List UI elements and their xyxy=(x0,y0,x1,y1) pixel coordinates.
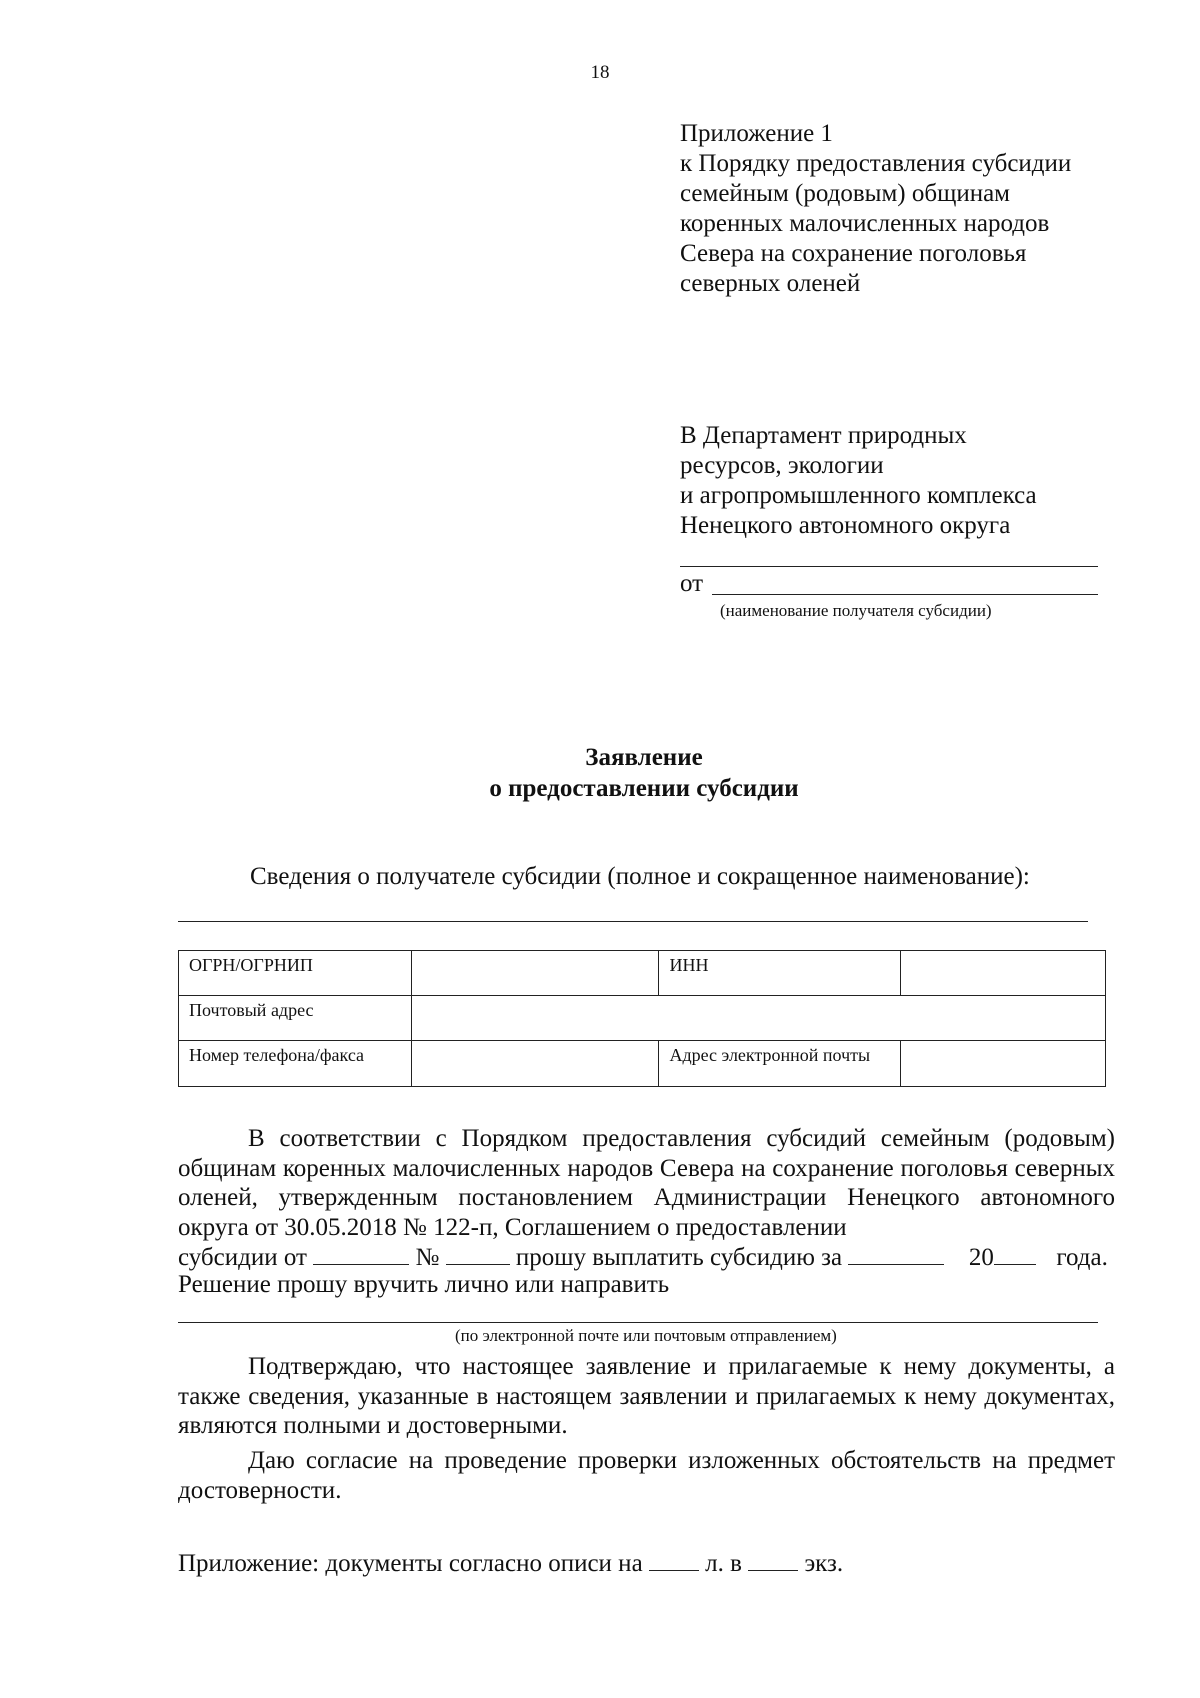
addressee-line: Ненецкого автономного округа xyxy=(680,512,1011,539)
from-caption: (наименование получателя субсидии) xyxy=(720,601,992,620)
ogrn-label: ОГРН/ОГРНИП xyxy=(179,951,412,996)
year-blank[interactable] xyxy=(994,1242,1036,1265)
period-blank[interactable] xyxy=(848,1242,944,1265)
ogrn-value-cell[interactable] xyxy=(411,951,659,996)
from-label: от xyxy=(680,570,704,597)
inn-value-cell[interactable] xyxy=(901,951,1106,996)
document-title xyxy=(0,742,1200,804)
email-label: Адрес электронной почты xyxy=(659,1041,901,1087)
addressee-line: и агропромышленного комплекса xyxy=(680,482,1037,509)
addressee-block xyxy=(680,421,1037,541)
subsidy-from-label: субсидии от xyxy=(178,1244,307,1271)
delivery-method-blank-line[interactable] xyxy=(178,1322,1098,1323)
agreement-number-blank[interactable] xyxy=(446,1242,510,1265)
postal-address-value-cell[interactable] xyxy=(411,996,1105,1041)
delivery-method-caption: (по электронной почте или почтовым отправлением) xyxy=(455,1326,837,1345)
appendix-line: Приложение 1 xyxy=(680,120,833,147)
postal-address-label: Почтовый адрес xyxy=(179,996,412,1041)
page-number: 18 xyxy=(590,62,610,83)
recipient-info-label: Сведения о получателе субсидии (полное и сокращенное наименование): xyxy=(250,863,1030,890)
recipient-info-table xyxy=(178,950,1106,1087)
sheets-suffix: л. в xyxy=(705,1550,742,1577)
year-suffix: года. xyxy=(1056,1244,1108,1271)
main-paragraph: В соответствии с Порядком предоставления субсидий семейным (родовым) общинам коренных малочисленных народов Севера на сохранение поголовья северных оленей, утвержденным постановлением Администрации Ненецкого автономного округа от 30.05.2018 № 122-п, Соглашением о предоставлении xyxy=(178,1125,1115,1241)
appendix-line: Севера на сохранение поголовья xyxy=(680,240,1027,267)
year-prefix: 20 xyxy=(968,1244,994,1271)
inn-label: ИНН xyxy=(659,951,901,996)
consent-paragraph: Даю согласие на проведение проверки изложенных обстоятельств на предмет достоверности. xyxy=(178,1447,1115,1504)
appendix-line: к Порядку предоставления субсидии xyxy=(680,150,1072,177)
email-value-cell[interactable] xyxy=(901,1041,1106,1087)
appendix-line: семейным (родовым) общинам xyxy=(680,180,1011,207)
attachment-label: Приложение: документы согласно описи на xyxy=(178,1550,643,1577)
appendix-line: коренных малочисленных народов xyxy=(680,210,1050,237)
decision-delivery-text: Решение прошу вручить лично или направить xyxy=(178,1271,670,1298)
addressee-line: ресурсов, экологии xyxy=(680,452,884,479)
from-blank-line[interactable] xyxy=(712,594,1098,595)
copies-suffix: экз. xyxy=(804,1550,844,1577)
addressee-line: В Департамент природных xyxy=(680,422,967,449)
number-sign: № xyxy=(415,1244,440,1271)
title-line-2: о предоставлении субсидии xyxy=(489,775,799,802)
request-label: прошу выплатить субсидию за xyxy=(515,1244,843,1271)
title-line-1: Заявление xyxy=(585,744,703,771)
appendix-line: северных оленей xyxy=(680,270,861,297)
phone-fax-value-cell[interactable] xyxy=(411,1041,659,1087)
copies-count-blank[interactable] xyxy=(748,1548,798,1571)
subsidy-request-line xyxy=(178,1242,1115,1273)
confirmation-paragraph: Подтверждаю, что настоящее заявление и прилагаемые к нему документы, а также сведения, указанные в настоящем заявлении и прилагаемых к нему документах, являются полными и достоверными. xyxy=(178,1353,1115,1439)
addressee-blank-line[interactable] xyxy=(680,566,1098,567)
agreement-date-blank[interactable] xyxy=(313,1242,409,1265)
recipient-name-blank-line[interactable] xyxy=(178,921,1088,922)
attachment-line xyxy=(178,1548,843,1578)
sheets-count-blank[interactable] xyxy=(649,1548,699,1571)
appendix-reference xyxy=(680,119,1071,299)
phone-fax-label: Номер телефона/факса xyxy=(179,1041,412,1087)
